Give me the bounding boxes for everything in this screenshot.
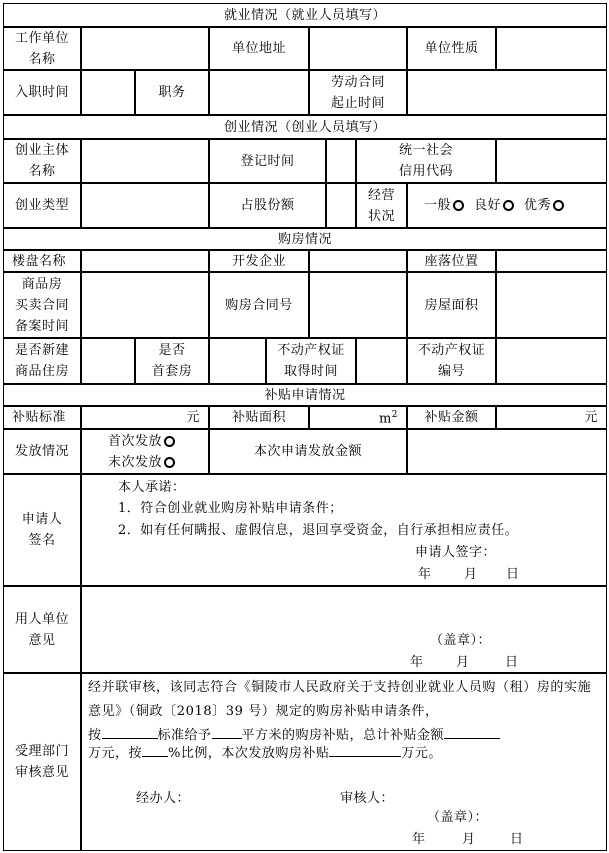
review-text-1: 经并联审核，该同志符合《铜陵市人民政府关于支持创业就业人员购（租）房的实施意见》（铜政〔2018〕39 号）规定的购房补贴申请条件， [88,680,592,719]
project-name-label [3,250,81,272]
title-number-label [407,338,496,384]
applicant-date-day: 日 [506,567,520,582]
employer-type-field[interactable] [496,27,607,70]
status-option-excellent[interactable] [524,195,564,216]
label-line: 用人单位 [14,611,69,627]
registration-date-label [209,139,326,183]
label-text: 占股份额 [240,198,295,213]
standard-blank[interactable] [102,724,158,739]
current-amount-label [209,429,407,474]
credit-code-label [356,139,496,183]
applicant-signature-field[interactable] [500,542,600,563]
label-line: 起止时间 [330,95,385,111]
title-number-field[interactable] [496,338,607,384]
subsidy-amount-field[interactable] [496,406,607,429]
unit-yuan: 元 [186,410,200,425]
unit-yuan: 元 [584,410,598,425]
employer-date-year: 年 [410,655,424,670]
registration-date-field[interactable] [326,139,356,183]
new-commercial-field[interactable] [81,338,135,384]
handler-signature-field[interactable] [196,788,326,809]
label-text: 单位性质 [424,41,479,56]
subsidy-standard-label [3,406,81,429]
option-label: 末次发放 [108,454,163,470]
employer-date-month: 月 [456,655,470,670]
reviewer-label: 审核人： [340,791,395,806]
hire-date-label [3,70,81,115]
total-amount-blank[interactable] [444,724,500,739]
radio-circle-icon[interactable] [164,436,175,447]
label-text: 单位地址 [231,41,286,56]
review-paragraph [88,676,602,724]
first-home-label [135,338,209,384]
unit-square-meter [379,406,398,429]
location-field[interactable] [496,250,607,272]
share-amount-label [209,183,326,228]
reviewer-signature-field[interactable] [400,788,590,809]
label-line: 受理部门 [14,744,69,759]
review-text-3a: 万元，按 [88,746,143,761]
review-date-day: 日 [510,832,524,847]
pledge-item-2: 2．如有任何瞒报、虚假信息，退回享受资金，自行承担相应责任。 [118,523,519,538]
label-line: 商品房 [21,276,63,292]
subsidy-standard-field[interactable] [81,406,209,429]
label-text: 登记时间 [240,153,295,169]
label-line: 是否新建 [14,343,69,358]
area-blank[interactable] [212,724,242,739]
disbursement-option-last[interactable] [108,452,185,473]
business-type-label [3,183,81,228]
label-text: 补贴标准 [12,410,67,425]
label-line: 名称 [28,164,56,179]
label-line: 商品住房 [14,364,69,379]
review-label [3,673,81,851]
label-line: 编号 [437,364,465,379]
status-option-normal[interactable] [424,195,474,216]
status-option-good[interactable] [474,195,524,216]
review-date-month: 月 [462,832,476,847]
label-line: 信用代码 [398,164,453,179]
label-line: 签名 [28,533,56,548]
subsidy-area-field[interactable] [309,406,407,429]
new-commercial-label [3,338,81,384]
disbursement-options [81,429,209,474]
applicant-date-month: 月 [464,567,478,582]
label-text: 房屋面积 [424,297,479,313]
developer-field[interactable] [309,250,407,272]
label-line: 首套房 [151,364,193,379]
label-text: 本次申请发放金额 [253,444,362,459]
applicant-signature-label: 申请人签字： [415,545,497,560]
label-text: 座落位置 [424,253,479,269]
option-label: 首次发放 [108,433,163,449]
operation-status-label [356,183,407,228]
applicant-label [3,474,81,586]
subsidy-header-text: 补贴申请情况 [264,387,346,403]
pledge-title: 本人承诺： [118,480,186,495]
label-line: 是否 [158,343,186,358]
location-label [407,250,496,272]
entity-name-label [3,139,81,183]
label-line: 状况 [367,208,395,224]
employer-name-label [3,27,81,70]
label-line: 不动产权证 [277,343,345,358]
contract-number-field[interactable] [309,272,407,338]
employer-seal-label: （盖章）： [430,633,492,648]
label-text: 开发企业 [231,253,286,269]
business-type-field[interactable] [81,183,209,228]
label-text: 补贴金额 [424,410,479,425]
credit-code-field[interactable] [496,139,607,183]
first-home-field[interactable] [209,338,266,384]
radio-circle-icon[interactable] [453,200,464,211]
review-seal-label: （盖章）： [427,810,489,825]
developer-label [209,250,309,272]
position-field[interactable] [209,70,309,115]
label-line: 买卖合同 [14,297,69,313]
project-name-field[interactable] [81,250,209,272]
employment-header-text: 就业情况（就业人员填写） [223,7,386,23]
option-label: 一般 [424,198,452,213]
label-text: 创业类型 [14,198,69,213]
contract-record-label [3,272,81,338]
applicant-date-year: 年 [418,567,432,582]
label-line: 不动产权证 [417,343,486,358]
label-line: 审核意见 [14,765,69,780]
unit-exponent: 2 [391,410,398,421]
review-text-3b: %比例，本次发放购房补贴 [168,746,330,761]
unit-base: m [378,411,392,427]
title-date-field[interactable] [356,338,407,384]
contract-period-label [309,70,407,115]
employer-type-label [407,27,496,70]
review-text-2a: 按 [88,728,102,743]
label-line: 统一社会 [398,143,453,158]
contract-record-field[interactable] [81,272,209,338]
contract-number-label [209,272,309,338]
option-label: 优秀 [524,198,552,213]
label-text: 购房合同号 [225,297,293,313]
employer-opinion-label [3,586,81,673]
hire-date-field[interactable] [81,70,135,115]
label-line: 工作单位 [14,30,69,46]
label-text: 楼盘名称 [12,253,67,269]
floor-area-field[interactable] [496,272,607,338]
radio-circle-icon[interactable] [503,200,514,211]
disbursement-option-first[interactable] [108,431,185,452]
label-text: 职务 [158,85,186,100]
label-line: 备案时间 [14,318,69,334]
housing-section-header [3,228,607,250]
handler-label: 经办人： [136,791,191,806]
pledge-item-1: 1．符合创业就业购房补贴申请条件； [118,501,343,516]
entrepreneurship-section-header [3,115,607,139]
share-amount-field[interactable] [326,183,356,228]
label-line: 劳动合同 [330,74,385,90]
label-line: 申请人 [21,512,63,527]
position-label [135,70,209,115]
employment-section-header [3,3,607,27]
label-line: 取得时间 [283,364,338,379]
label-text: 发放情况 [14,444,69,459]
label-text: 补贴面积 [231,410,286,425]
employer-opinion-field[interactable] [81,586,607,673]
review-line-ratio [88,742,442,764]
subsidy-section-header [3,384,607,406]
disbursement-label [3,429,81,474]
label-line: 经营 [367,187,395,203]
subsidy-area-label [209,406,309,429]
option-label: 良好 [474,198,502,213]
current-amount-field[interactable] [407,429,607,474]
operation-status-options [407,183,607,228]
contract-period-field[interactable] [407,70,607,115]
entrepreneurship-header-text: 创业情况（创业人员填写） [223,119,386,135]
floor-area-label [407,272,496,338]
label-line: 创业主体 [14,143,69,158]
radio-circle-icon[interactable] [553,200,564,211]
review-text-3c: 万元。 [401,746,442,761]
label-text: 入职时间 [14,85,69,100]
title-date-label [266,338,356,384]
employer-address-field[interactable] [309,27,407,70]
radio-circle-icon[interactable] [164,457,175,468]
subsidy-amount-label [407,406,496,429]
entity-name-field[interactable] [81,139,209,183]
ratio-blank[interactable] [142,742,168,757]
review-text-2c: 平方米的购房补贴，总计补贴金额 [241,728,445,743]
review-date-year: 年 [412,832,426,847]
employer-address-label [209,27,309,70]
review-text-2b: 标准给予 [157,728,212,743]
label-line: 意见 [28,632,56,648]
current-subsidy-blank[interactable] [329,742,401,757]
housing-header-text: 购房情况 [277,231,332,247]
employer-name-field[interactable] [81,27,209,70]
label-line: 名称 [28,51,56,67]
employer-date-day: 日 [505,655,519,670]
